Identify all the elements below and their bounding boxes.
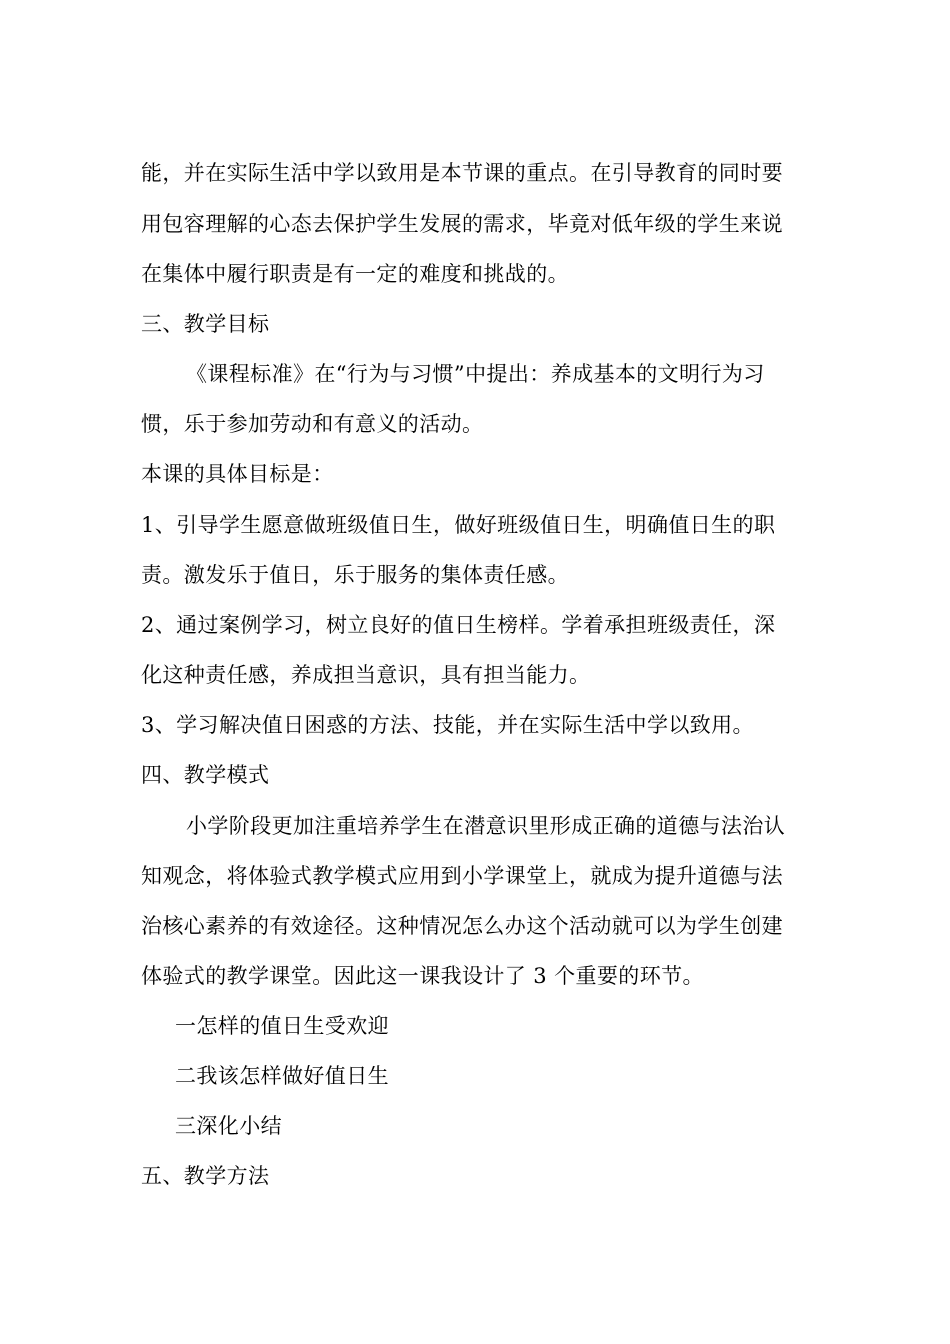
section-heading: 五、教学方法 <box>141 1164 270 1188</box>
paragraph-line: 治核心素养的有效途径。这种情况怎么办这个活动就可以为学生创建 <box>141 914 783 938</box>
paragraph-line: 知观念，将体验式教学模式应用到小学课堂上，就成为提升道德与法 <box>141 864 783 888</box>
list-item: 2、通过案例学习，树立良好的值日生榜样。学着承担班级责任，深 <box>141 613 776 637</box>
paragraph-line: 本课的具体目标是： <box>141 462 334 486</box>
paragraph-line: 小学阶段更加注重培养学生在潜意识里形成正确的道德与法治认 <box>186 814 786 838</box>
list-item: 二我该怎样做好值日生 <box>175 1064 389 1088</box>
paragraph-line: 《课程标准》在“行为与习惯”中提出：养成基本的文明行为习 <box>186 362 765 386</box>
list-item: 一怎样的值日生受欢迎 <box>175 1014 389 1038</box>
list-item: 1、引导学生愿意做班级值日生，做好班级值日生，明确值日生的职 <box>141 513 776 537</box>
paragraph-line: 体验式的教学课堂。因此这一课我设计了 3 个重要的环节。 <box>141 964 704 988</box>
paragraph-line: 在集体中履行职责是有一定的难度和挑战的。 <box>141 262 569 286</box>
paragraph-line: 能，并在实际生活中学以致用是本节课的重点。在引导教育的同时要 <box>141 161 783 185</box>
list-item: 三深化小结 <box>175 1114 282 1138</box>
paragraph-line: 责。激发乐于值日，乐于服务的集体责任感。 <box>141 563 569 587</box>
section-heading: 四、教学模式 <box>141 763 270 787</box>
list-item: 3、学习解决值日困惑的方法、技能，并在实际生活中学以致用。 <box>141 713 754 737</box>
paragraph-line: 用包容理解的心态去保护学生发展的需求，毕竟对低年级的学生来说 <box>141 212 783 236</box>
paragraph-line: 惯，乐于参加劳动和有意义的活动。 <box>141 412 484 436</box>
paragraph-line: 化这种责任感，养成担当意识，具有担当能力。 <box>141 663 591 687</box>
section-heading: 三、教学目标 <box>141 312 270 336</box>
